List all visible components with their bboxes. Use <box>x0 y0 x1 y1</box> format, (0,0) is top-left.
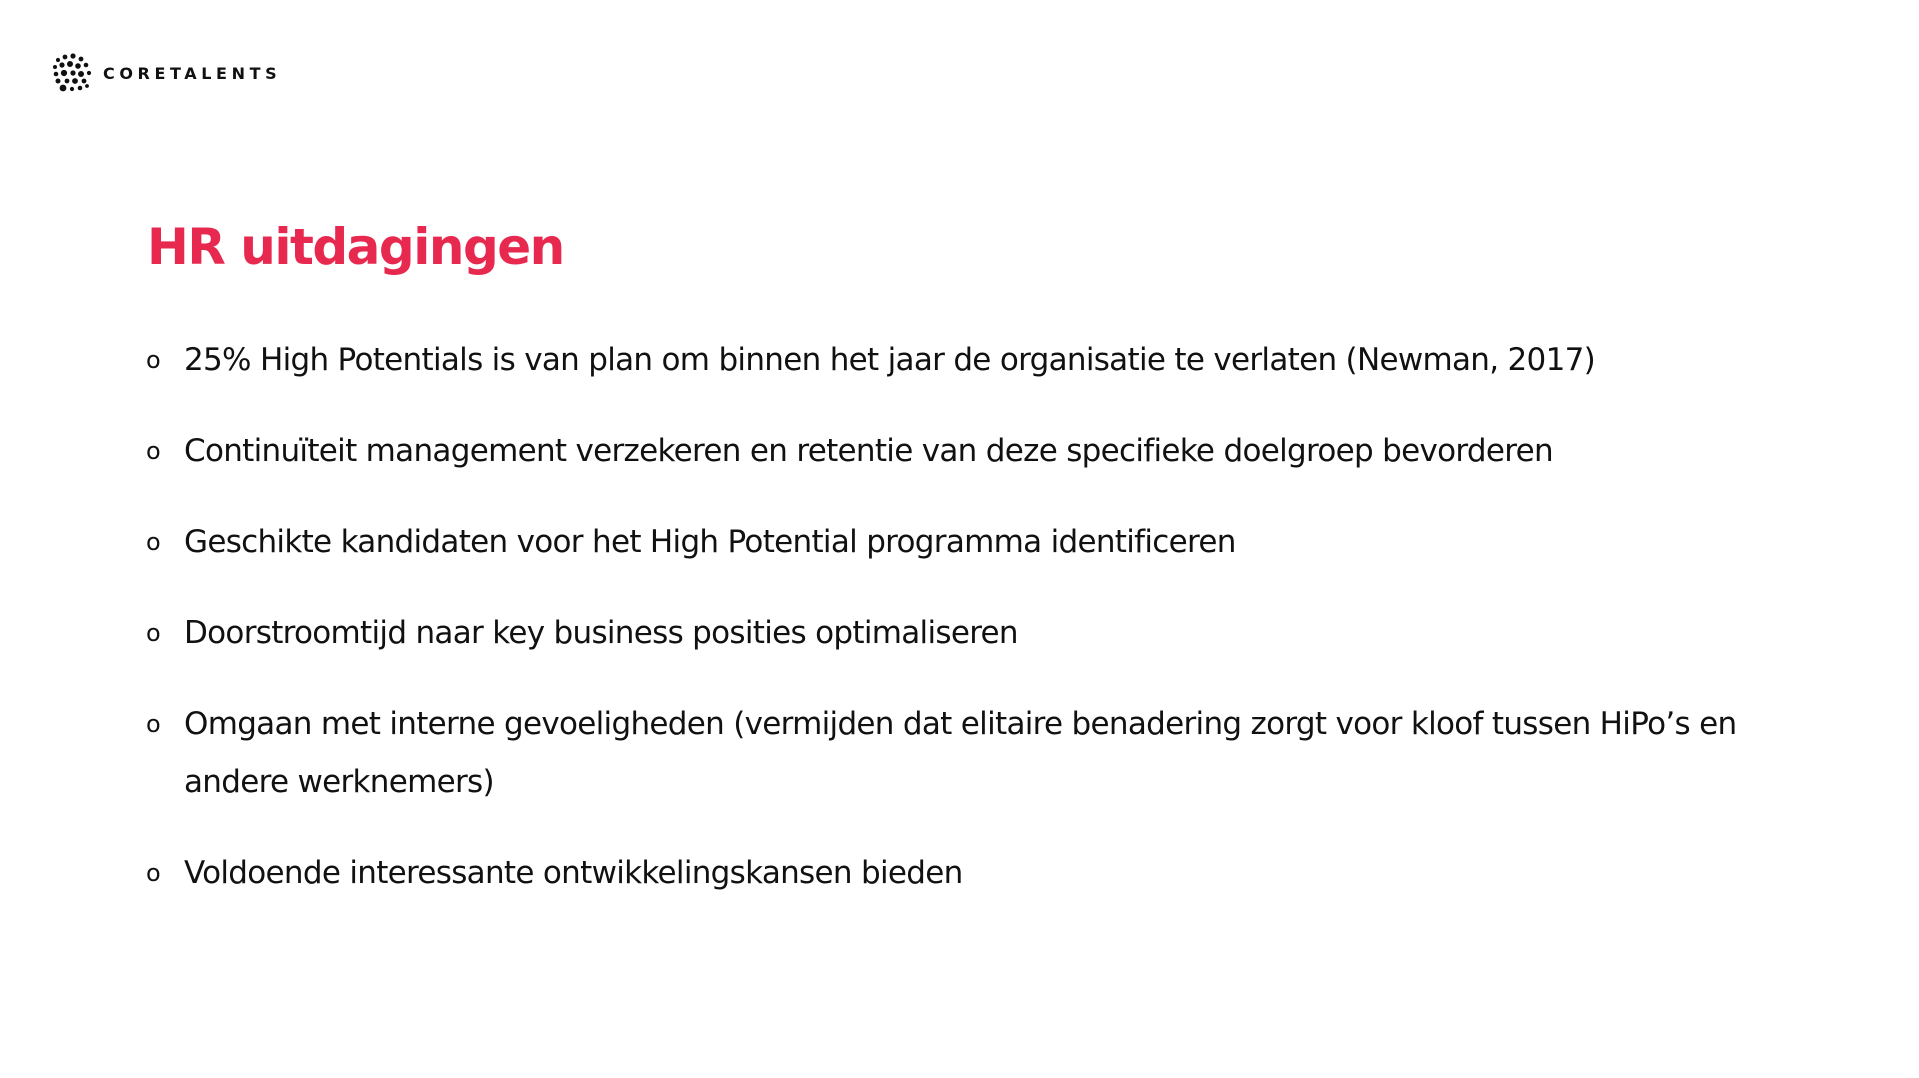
bullet-marker: o <box>146 710 161 738</box>
bullet-marker: o <box>146 619 161 647</box>
brand-name: CORETALENTS <box>103 63 282 83</box>
slide-title: HR uitdagingen <box>147 218 564 276</box>
list-item-text: Continuïteit management verzekeren en retentie van deze specifieke doelgroep bevorderen <box>184 433 1553 469</box>
brand-logo <box>52 53 281 93</box>
list-item-text: Doorstroomtijd naar key business posities optimaliseren <box>184 615 1018 651</box>
bullet-marker: o <box>146 859 161 887</box>
dot-cluster-logo-icon <box>52 53 92 93</box>
bullet-marker: o <box>146 528 161 556</box>
list-item-text: Voldoende interessante ontwikkelingskansen bieden <box>184 855 963 891</box>
list-item-text: Geschikte kandidaten voor het High Potential programma identificeren <box>184 524 1236 560</box>
list-item <box>146 422 1826 480</box>
list-item <box>146 513 1826 571</box>
list-item-text: Omgaan met interne gevoeligheden (vermijden dat elitaire benadering zorgt voor kloof tussen HiPo’s en andere werknemers) <box>184 706 1737 800</box>
list-item <box>146 844 1826 902</box>
list-item <box>146 695 1826 811</box>
list-item-text: 25% High Potentials is van plan om binnen het jaar de organisatie te verlaten (Newman, 2017) <box>184 342 1596 378</box>
challenge-list <box>146 331 1826 935</box>
bullet-marker: o <box>146 437 161 465</box>
bullet-marker: o <box>146 346 161 374</box>
list-item <box>146 331 1826 389</box>
list-item <box>146 604 1826 662</box>
